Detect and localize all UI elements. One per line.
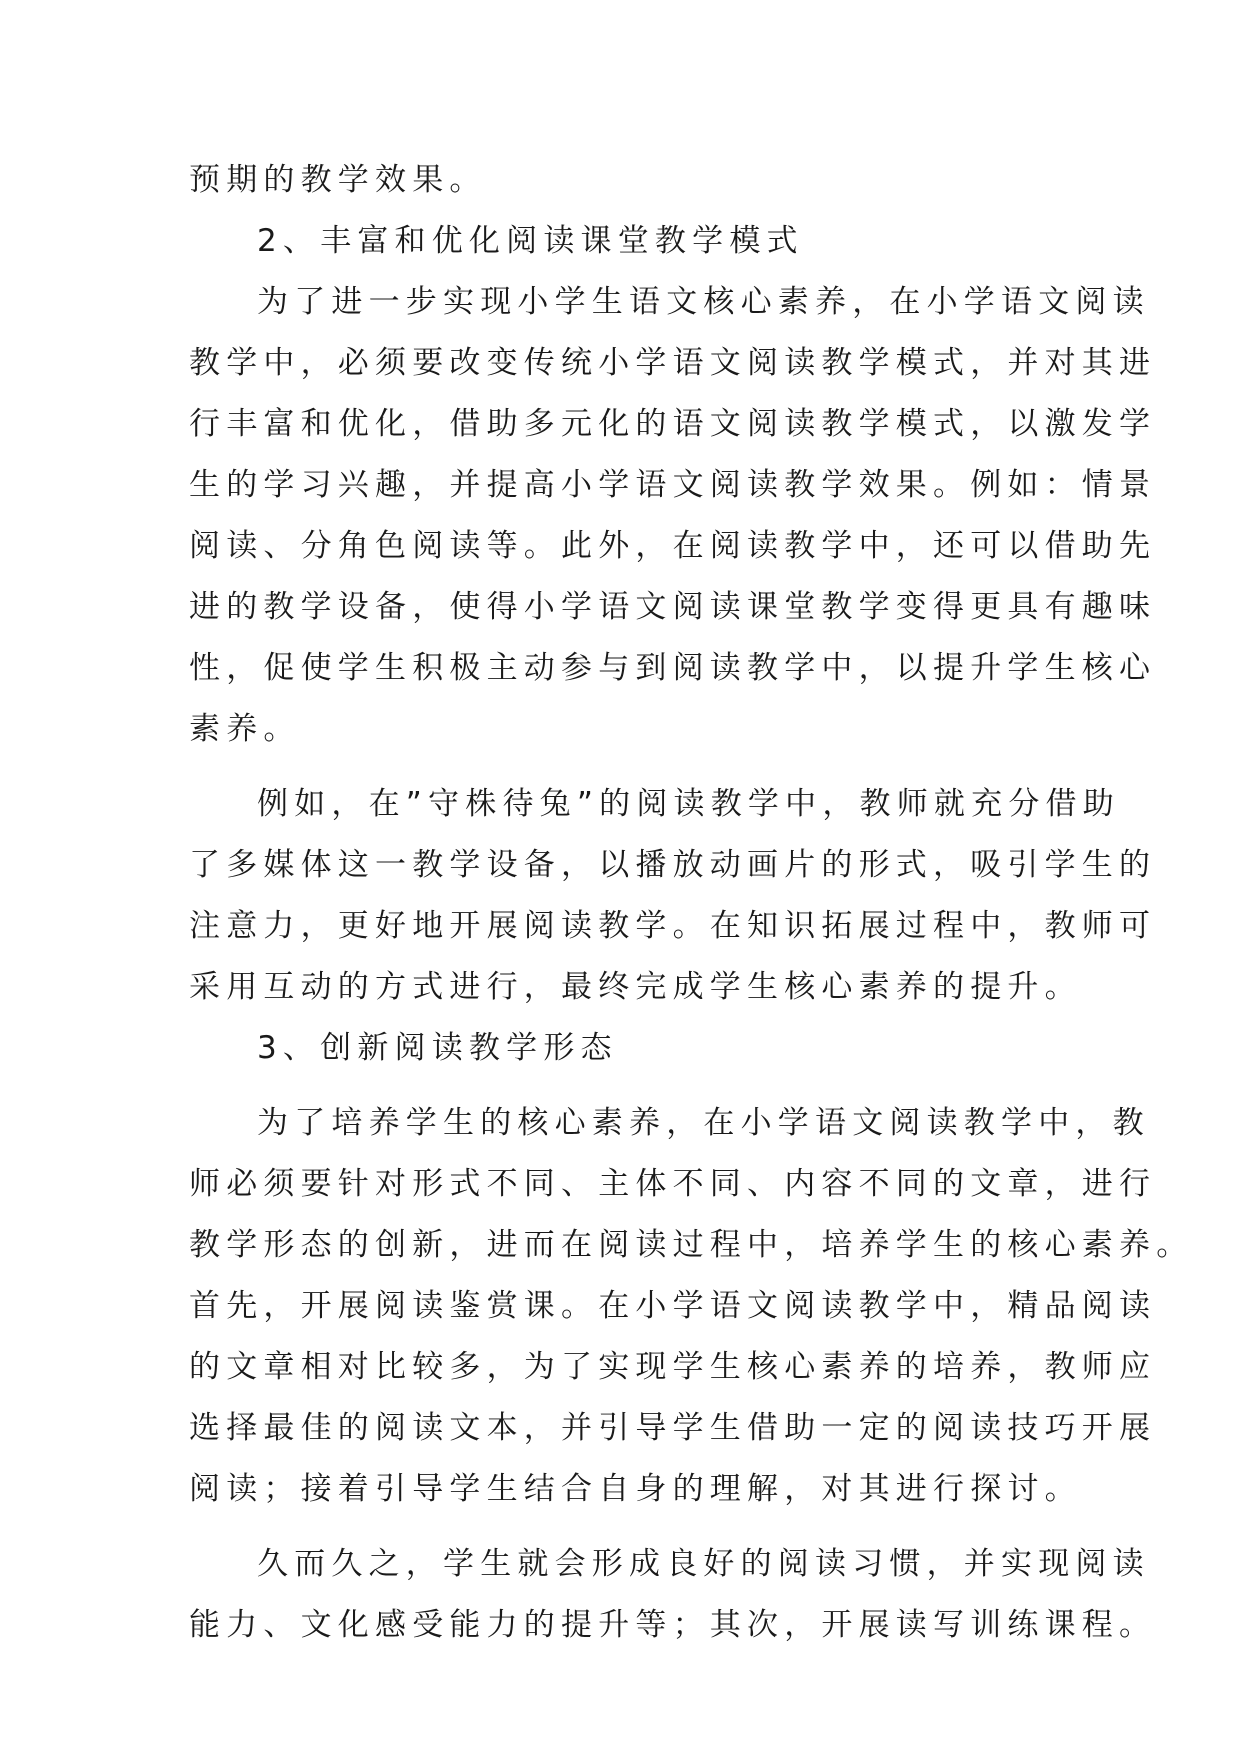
paragraph-line: 为了进一步实现小学生语文核心素养，在小学语文阅读 (257, 284, 1150, 320)
section-heading-3: 3、创新阅读教学形态 (257, 1030, 618, 1066)
paragraph-line: 久而久之，学生就会形成良好的阅读习惯，并实现阅读 (257, 1546, 1150, 1582)
paragraph-line: 能力、文化感受能力的提升等；其次，开展读写训练课程。 (189, 1607, 1157, 1643)
paragraph-line: 阅读、分角色阅读等。此外，在阅读教学中，还可以借助先 (189, 528, 1157, 564)
section-heading-2: 2、丰富和优化阅读课堂教学模式 (257, 223, 804, 259)
paragraph-line: 阅读；接着引导学生结合自身的理解，对其进行探讨。 (189, 1471, 1082, 1507)
paragraph-line: 教学形态的创新，进而在阅读过程中，培养学生的核心素养。 (189, 1227, 1194, 1263)
paragraph-line: 教学中，必须要改变传统小学语文阅读教学模式，并对其进 (189, 345, 1157, 381)
paragraph-line: 预期的教学效果。 (189, 162, 487, 198)
paragraph-line: 了多媒体这一教学设备，以播放动画片的形式，吸引学生的 (189, 847, 1157, 883)
paragraph-line: 性，促使学生积极主动参与到阅读教学中，以提升学生核心 (189, 650, 1157, 686)
paragraph-line: 注意力，更好地开展阅读教学。在知识拓展过程中，教师可 (189, 908, 1157, 944)
paragraph-line: 首先，开展阅读鉴赏课。在小学语文阅读教学中，精品阅读 (189, 1288, 1157, 1324)
paragraph-line: 进的教学设备，使得小学语文阅读课堂教学变得更具有趣味 (189, 589, 1157, 625)
document-body (189, 150, 1194, 1656)
paragraph-line: 素养。 (189, 711, 301, 747)
paragraph-line: 为了培养学生的核心素养，在小学语文阅读教学中，教 (257, 1105, 1150, 1141)
paragraph-line: 师必须要针对形式不同、主体不同、内容不同的文章，进行 (189, 1166, 1157, 1202)
paragraph-line: 例如，在”守株待兔”的阅读教学中，教师就充分借助 (257, 786, 1120, 822)
paragraph-line: 采用互动的方式进行，最终完成学生核心素养的提升。 (189, 969, 1082, 1005)
paragraph-line: 的文章相对比较多，为了实现学生核心素养的培养，教师应 (189, 1349, 1157, 1385)
paragraph-line: 选择最佳的阅读文本，并引导学生借助一定的阅读技巧开展 (189, 1410, 1157, 1446)
paragraph-line: 生的学习兴趣，并提高小学语文阅读教学效果。例如：情景 (189, 467, 1157, 503)
paragraph-line: 行丰富和优化，借助多元化的语文阅读教学模式，以激发学 (189, 406, 1157, 442)
